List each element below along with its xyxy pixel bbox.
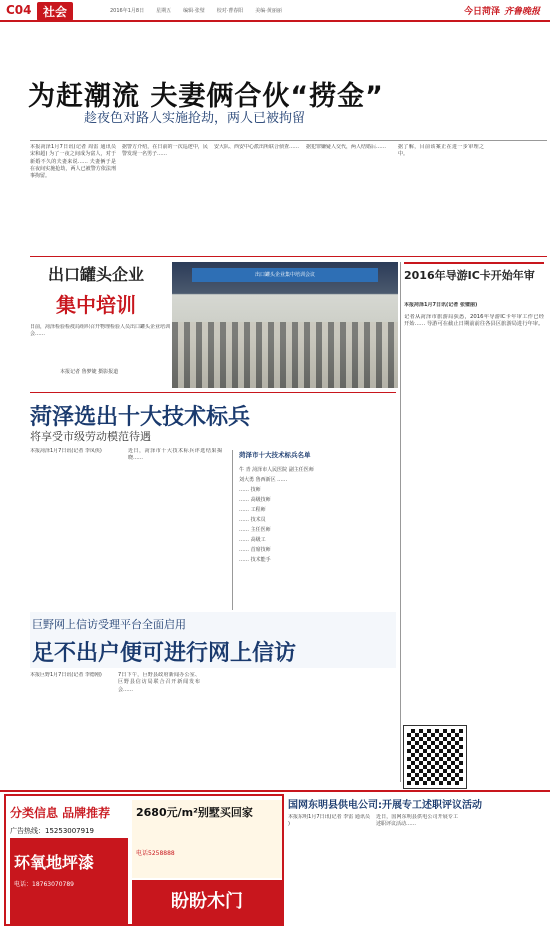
brand-name: 今日菏泽 [463,7,500,17]
article2-title-line2: 集中培训 [56,293,136,317]
divider [30,256,547,257]
brand-name-2: 齐鲁晚报 [503,7,540,17]
article1-col2: 据警方介绍，在日前的一次巡逻中，民警发现一名男子…… [122,144,208,158]
experts-list-title: 菏泽市十大技术标兵名单 [239,451,311,459]
article5-header [30,612,396,668]
divider [0,790,550,792]
expert-entry: …… 高级技师 [239,497,271,503]
expert-entry: …… 技术能手 [239,557,271,563]
photo-credit: 本报记者 鲁梦婕 摄影报道 [60,369,119,375]
ad-villa [132,800,282,878]
ad-a-title: 环氧地坪漆 [14,853,95,872]
article3-byline: 本报菏泽1月7日讯(记者 张璧丽) [404,302,478,308]
masthead-meta [110,7,282,14]
expert-entry: …… 高级工 [239,537,266,543]
expert-entry: …… 首席技师 [239,547,271,553]
editor: 编辑·张璧 [183,8,205,14]
masthead [0,0,550,22]
experts-list [239,465,396,565]
divider [400,262,401,782]
conference-photo [172,262,398,388]
classified-ad-block [4,794,284,926]
article3-title-box [404,262,544,296]
article1-subheadline: 趁夜色对路人实施抢劫，两人已被拘留 [84,111,306,126]
issue-date: 2016年1月8日 [110,8,145,14]
article3-body: 记者从菏泽市旅游局获悉，2016年导游IC卡年审工作已经开始…… 导游可在截止日期前前往各县区旅游局进行年审。 [404,314,544,328]
paper-brand [464,4,540,17]
ad-phone: 广告热线：15253007919 [10,827,94,835]
article1-col1: 本报菏泽1月7日讯(记者 周雷 通讯员 宋和超) 为了一夜之间成为富人，对于新婚不久的夫妻来说…… 夫妻俩于是在夜间实施抢劫，两人已被警方依法刑事拘留。 [30,144,116,180]
experts-list-box [232,450,396,610]
expert-entry: …… 工程师 [239,507,266,513]
conference-banner: 出口罐头企业集中培训会议 [192,268,378,282]
ad-b-title: 2680元/m²别墅买回家 [136,806,253,819]
article5-col3 [206,672,298,782]
expert-entry: 刘大勇 鲁西新区 …… [239,477,288,483]
article5-headline: 足不出户便可进行网上信访 [32,641,297,666]
divider [30,140,547,141]
article1-headline: 为赶潮流 夫妻俩合伙“捞金” [28,81,384,112]
expert-entry: …… 技师 [239,487,261,493]
article1-col5: 据了解，目前该案正在进一步审理之中。 [398,144,484,158]
article1-col4: 据犯罪嫌疑人交代，两人结婚后…… [306,144,387,150]
divider [30,392,396,393]
article4-headline: 菏泽选出十大技术标兵 [30,405,251,430]
qr-code[interactable] [404,726,466,788]
audience-rows [172,322,398,388]
article2-title-block [30,262,162,318]
expert-entry: …… 主任医师 [239,527,271,533]
article6-col2: 近日，国网东明县供电公司开展专工述职评议活动…… [376,814,458,828]
page-number: C04 [6,3,32,17]
article2-body: 日前，菏泽检验检疫局组织召开物理检验人员出口罐头企业培训会…… [30,324,170,338]
ad-a-phone: 电话：18763070789 [14,881,74,888]
article5-col4 [304,672,396,782]
article6-col3 [464,814,546,924]
article6-headline: 国网东明县供电公司:开展专工述职评议活动 [288,800,482,811]
article2-title-line1: 出口罐头企业 [47,265,144,284]
article4-col1: 本报菏泽1月7日讯(记者 李凤侠) [30,448,102,454]
expert-entry: …… 技术员 [239,517,266,523]
ad-b-phone: 电话5258888 [136,850,175,857]
ad-epoxy-floor [10,838,128,924]
proofreader: 校对·曹春阳 [216,8,244,14]
article3-title: 2016年导游IC卡开始年审 [404,269,535,282]
article4-subheadline: 将享受市级劳动模范待遇 [30,430,151,443]
article6-col1: 本报东明1月7日讯(记者 李雷 通讯员 ) [288,814,370,828]
article4-col2: 近日，菏泽市十大技术标兵评选结果揭晓…… [128,448,222,462]
article5-kicker: 巨野网上信访受理平台全面启用 [32,618,186,631]
article5-col2: 7日下午，巨野县政府新闻办公室、巨野县信访局联合召开新闻发布会…… [118,672,200,693]
article5-col1: 本报巨野1月7日讯(记者 李德刚) [30,672,102,678]
expert-entry: 牛 青 菏泽市人民医院 副主任医师 [239,467,314,473]
article1-col3: 安大队、西安中心派出所联合侦查…… [214,144,300,150]
layout-designer: 美编·黄丽丽 [255,8,282,14]
ad-heading: 分类信息 品牌推荐 [10,806,111,820]
ad-door: 盼盼木门 [132,880,282,924]
section-label: 社会 [37,2,73,21]
weekday: 星期五 [156,8,172,14]
